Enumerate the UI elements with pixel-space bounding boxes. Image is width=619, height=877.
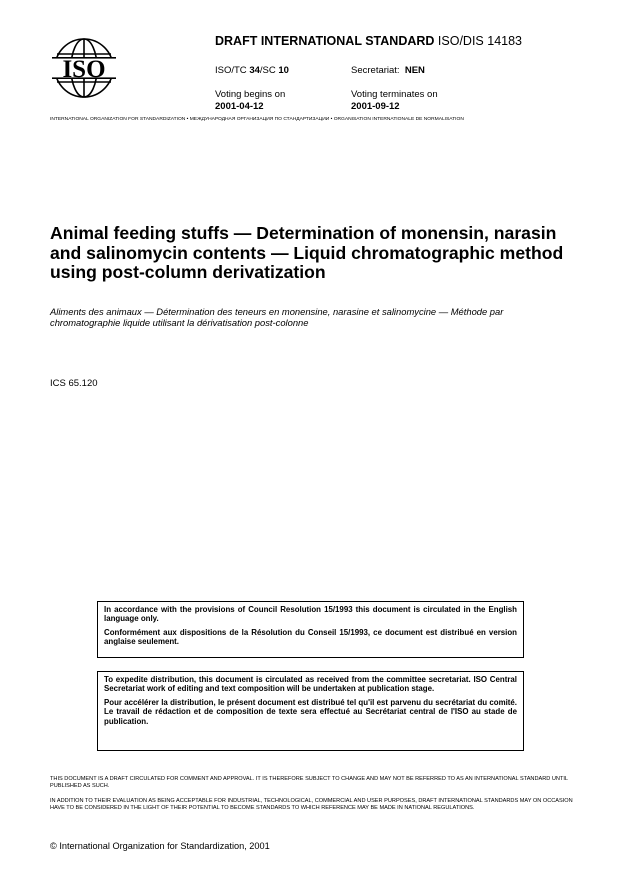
standard-number: ISO/DIS 14183 <box>437 34 522 48</box>
evaluation-disclaimer: IN ADDITION TO THEIR EVALUATION AS BEING ACCEPTABLE FOR INDUSTRIAL, TECHNOLOGICAL, COMMERCIAL AND USER PURPOSES, DRAFT INTERNATIONAL STANDARDS MAY ON OCCASION HAVE TO BE CONSIDERED IN THE LIGHT OF THEIR POTENTIAL TO BECOME STANDARDS TO WHICH REFERENCE MAY BE MADE IN NATIONAL REGULATIONS. <box>50 798 573 812</box>
language-notice-box <box>97 601 524 658</box>
language-notice-en: In accordance with the provisions of Council Resolution 15/1993 this document is circulated in the English language only. <box>104 605 517 624</box>
voting-begins-date: 2001-04-12 <box>215 100 264 112</box>
committee-tc: 34 <box>249 65 260 76</box>
voting-ends-date: 2001-09-12 <box>351 100 400 112</box>
committee-sc: 10 <box>278 65 289 76</box>
organization-line: INTERNATIONAL ORGANIZATION FOR STANDARDIZATION • МЕЖДУНАРОДНАЯ ОРГАНИЗАЦИЯ ПО СТАНДАРТИЗАЦИИ • ORGANISATION INTERNATIONALE DE NORMALISATION <box>50 117 464 122</box>
document-title: Animal feeding stuffs — Determination of monensin, narasin and salinomycin contents — Liquid chromatographic method using post-column derivatization <box>50 223 564 283</box>
iso-logo <box>50 36 118 100</box>
voting-terminates <box>351 89 438 112</box>
iso-globe-icon <box>50 36 118 100</box>
draft-label: DRAFT INTERNATIONAL STANDARD <box>215 34 435 48</box>
draft-disclaimer: THIS DOCUMENT IS A DRAFT CIRCULATED FOR COMMENT AND APPROVAL. IT IS THEREFORE SUBJECT TO CHANGE AND MAY NOT BE REFERRED TO AS AN INTERNATIONAL STANDARD UNTIL PUBLISHED AS SUCH. <box>50 776 568 790</box>
logo-text: ISO <box>62 56 106 83</box>
committee-reference <box>215 65 289 76</box>
language-notice-fr: Conformément aux dispositions de la Résolution du Conseil 15/1993, ce document est distribué en version anglaise seulement. <box>104 627 517 647</box>
ics-code: ICS 65.120 <box>50 378 98 389</box>
copyright-notice: © International Organization for Standardization, 2001 <box>50 841 270 851</box>
secretariat-value: NEN <box>404 65 425 76</box>
secretariat <box>351 65 425 76</box>
document-status-title <box>215 34 522 48</box>
voting-begins <box>215 89 285 112</box>
committee-prefix: ISO/TC <box>215 65 250 76</box>
voting-begins-label: Voting begins on <box>215 89 286 100</box>
distribution-notice-fr: Pour accélérer la distribution, le présent document est distribué tel qu'il est parvenu du secrétariat du comité. Le travail de rédaction et de composition de texte sera effectué au Secrétariat central de l'ISO au stade de publication. <box>104 697 517 726</box>
committee-sep: /SC <box>259 65 279 76</box>
french-title: Aliments des animaux — Détermination des teneurs en monensine, narasine et salinomycine — Méthode par chromatographie liquide utilisant la dérivatisation post-colonne <box>50 306 504 329</box>
voting-ends-label: Voting terminates on <box>351 89 438 100</box>
distribution-notice-en: To expedite distribution, this document is circulated as received from the committee secretariat. ISO Central Secretariat work of editing and text composition will be undertaken at publication stage. <box>104 675 517 694</box>
distribution-notice-box <box>97 671 524 751</box>
secretariat-label: Secretariat: <box>351 65 400 76</box>
